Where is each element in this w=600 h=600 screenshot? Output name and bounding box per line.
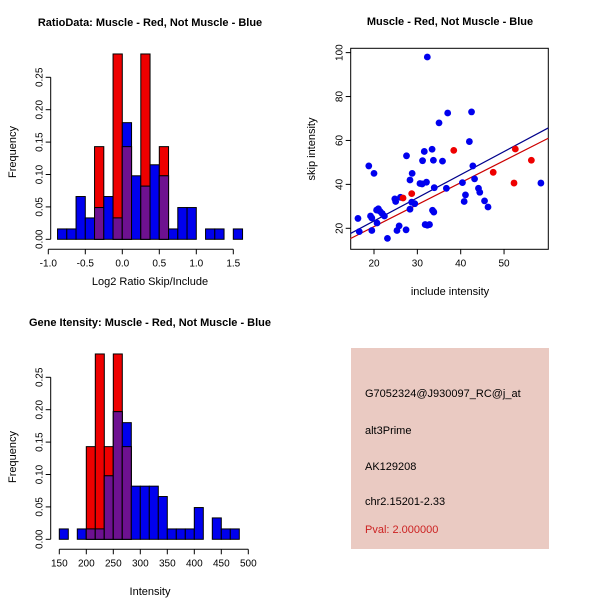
not-muscle-fit [350, 128, 548, 234]
gene-intensity-histogram-title: Gene Itensity: Muscle - Red, Not Muscle - Blue [28, 317, 272, 329]
histogram-bars [59, 354, 239, 539]
svg-text:30: 30 [411, 258, 423, 270]
svg-text:1.5: 1.5 [226, 258, 241, 270]
svg-text:40: 40 [455, 258, 467, 270]
svg-text:100: 100 [334, 44, 346, 61]
svg-text:0.25: 0.25 [34, 367, 46, 388]
svg-text:0.15: 0.15 [34, 132, 46, 152]
svg-text:0.10: 0.10 [34, 164, 46, 185]
svg-text:0.10: 0.10 [34, 464, 46, 485]
ratio-histogram-ylabel: Frequency [7, 126, 19, 178]
svg-text:0.25: 0.25 [34, 67, 46, 88]
svg-text:-0.5: -0.5 [76, 258, 94, 270]
svg-text:0.5: 0.5 [152, 258, 167, 270]
info-chr-location: chr2.15201-2.33 [365, 496, 446, 508]
info-accession: AK129208 [365, 461, 417, 473]
svg-text:80: 80 [334, 90, 346, 103]
svg-text:450: 450 [212, 558, 230, 570]
svg-text:-1.0: -1.0 [39, 258, 57, 270]
info-event-type: alt3Prime [365, 425, 412, 437]
info-pval-line: Pval: 2.000000 [365, 524, 439, 536]
svg-text:0.15: 0.15 [34, 432, 46, 452]
svg-text:1.0: 1.0 [189, 258, 204, 270]
svg-text:0.00: 0.00 [34, 529, 46, 550]
ratio-histogram-plot [0, 0, 300, 300]
svg-text:0.20: 0.20 [34, 99, 46, 120]
histogram-bars [58, 54, 243, 239]
svg-text:20: 20 [334, 222, 346, 234]
svg-text:150: 150 [50, 558, 68, 570]
ratio-histogram-panel [0, 0, 300, 300]
svg-text:0.0: 0.0 [115, 258, 130, 270]
info-probeset-id: G7052324@J930097_RC@j_at [365, 388, 521, 400]
gene-intensity-histogram-ylabel: Frequency [7, 431, 19, 483]
intensity-scatter-plot [300, 0, 600, 300]
svg-text:350: 350 [158, 558, 176, 570]
svg-text:200: 200 [77, 558, 95, 570]
svg-text:500: 500 [239, 558, 257, 570]
intensity-scatter-title: Muscle - Red, Not Muscle - Blue [366, 16, 534, 28]
intensity-scatter-xlabel: include intensity [410, 286, 490, 298]
tick-labels [335, 44, 510, 269]
ratio-histogram-title: RatioData: Muscle - Red, Not Muscle - Blue [37, 17, 263, 29]
svg-text:20: 20 [368, 258, 380, 270]
svg-text:60: 60 [334, 134, 346, 147]
info-box [351, 348, 549, 549]
svg-text:400: 400 [185, 558, 203, 570]
svg-text:0.20: 0.20 [34, 399, 46, 420]
annotation-panel [300, 300, 600, 600]
gene-intensity-histogram-xlabel: Intensity [129, 586, 171, 598]
svg-text:300: 300 [131, 558, 149, 570]
gene-intensity-histogram-plot [0, 300, 300, 600]
svg-text:0.05: 0.05 [34, 197, 46, 217]
svg-text:0.00: 0.00 [34, 229, 46, 250]
intensity-scatter-panel [300, 0, 600, 300]
svg-text:250: 250 [104, 558, 122, 570]
svg-text:50: 50 [498, 258, 510, 270]
svg-text:0.05: 0.05 [34, 497, 46, 517]
svg-text:40: 40 [334, 178, 346, 190]
gene-intensity-histogram-panel [0, 300, 300, 600]
intensity-scatter-ylabel: skip intensity [306, 117, 318, 181]
ratio-histogram-xlabel: Log2 Ratio Skip/Include [91, 276, 209, 288]
